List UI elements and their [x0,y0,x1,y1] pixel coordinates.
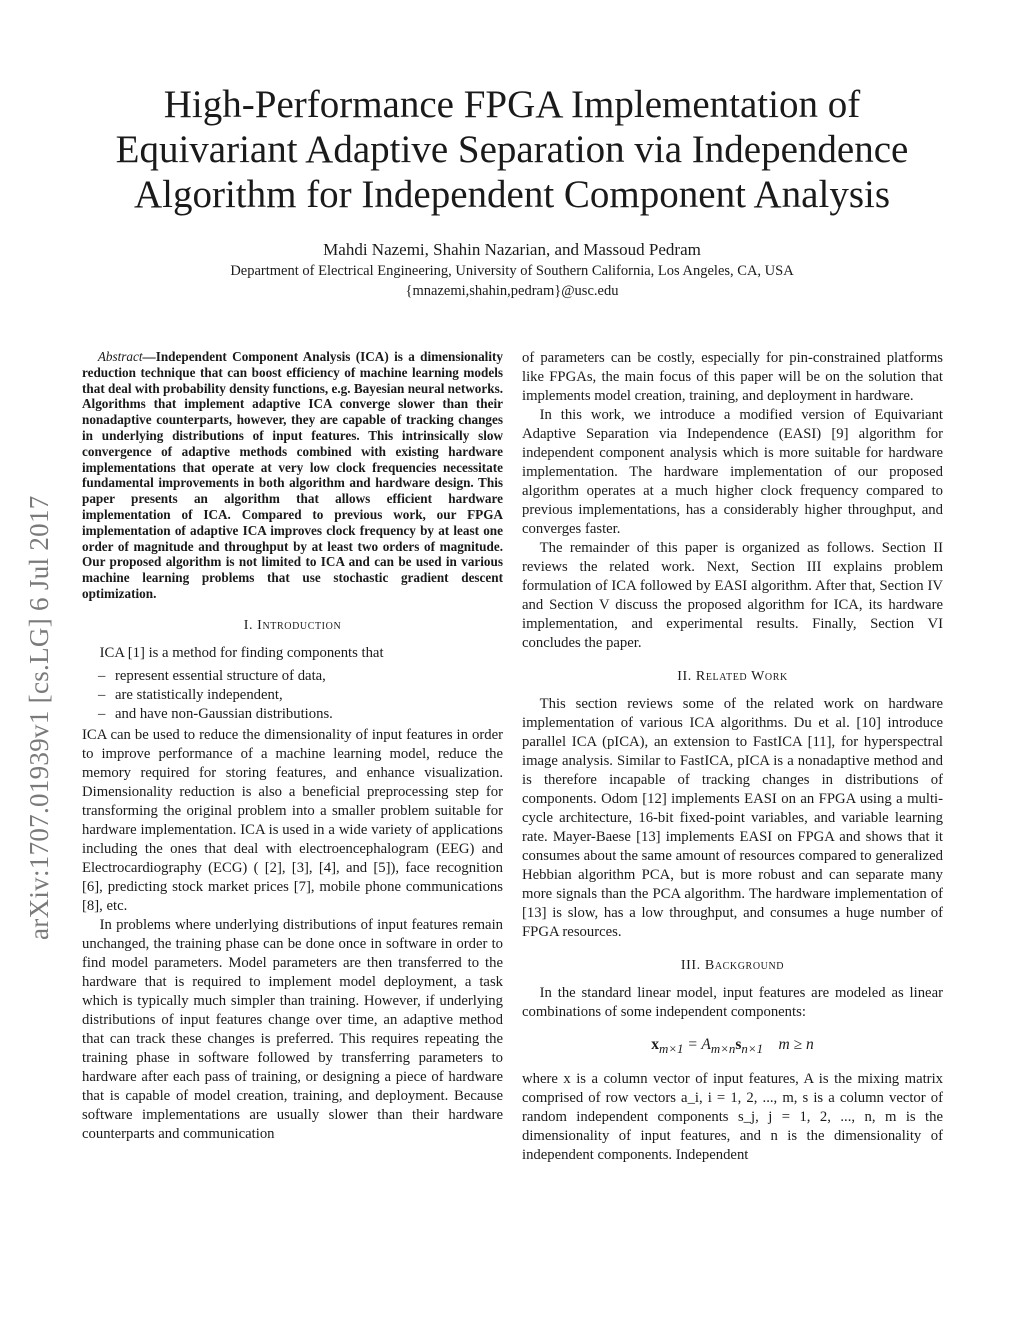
title-line-2: Equivariant Adaptive Separation via Independence [115,128,909,171]
equation-A-subscript: m×n [710,1041,736,1057]
author-list: Mahdi Nazemi, Shahin Nazarian, and Massoud Pedram [323,240,701,259]
intro-paragraph-this-work: In this work, we introduce a modified version of Equivariant Adaptive Separation via Independence (EASI) [9] algorithm for independent component analysis which is more suitable for hardware implementation. The hardware implementation of our proposed algorithm operates at a much higher clock frequency compared to previous implementations, has a considerably higher throughput, and converges faster. [522,407,943,537]
equation-x: x [651,1036,659,1053]
author-email: {mnazemi,shahin,pedram}@usc.edu [405,283,619,299]
related-work-paragraph: This section reviews some of the related work on hardware implementation of various ICA algorithms. Du et al. [10] introduce parallel ICA (pICA), an extension to FastICA [11], for hyperspectral image analysis. Similar to FastICA, pICA is a nonadaptive method and is therefore incapable of tracking changes in distributions of components. Odom [12] implements EASI on an FPGA using a multi-cycle architecture, 16-bit fixed-point variables, and variable learning rate. Mayer-Baese [13] implements EASI on FPGA and shows that it consumes about the same amount of resources compared to generalized Hebbian algorithm PCA, but is more robust and can separate many more signals than the PCA algorithm. The hardware implementation of [13] is slow, has a low throughput, and consumes a huge number of FPGA resources. [522,696,943,940]
background-paragraph-2: where x is a column vector of input features, A is the mixing matrix comprised of row vectors a_i, i = 1, 2, ..., m, s is a column vector of random independent components s_j, j = 1, 2, ..., n, m is the dimensionality of input features, and n is the dimensionality of independent components. Independent [522,1071,943,1164]
list-item: – represent essential structure of data, [98,667,503,686]
intro-paragraph-2: In problems where underlying distributions of input features remain unchanged, the training phase can be done once in software in order to find model parameters. Model parameters are then transferred to the hardware that is required to implement model deployment, a task which is typically much simpler than training. However, if underlying distributions of input features change over time, an adaptive method that can track these changes is preferred. This requires repeating the training phase in software followed by transferring parameters to hardware after each pass of training, or designing a piece of hardware that is capable of model creation, training, and deployment. Because software implementations are usually slower than their hardware counterparts and communication [82,916,503,1142]
intro-lead-paragraph: ICA [1] is a method for finding components that [99,644,384,661]
equation-condition: m ≥ n [778,1036,814,1053]
title-line-1: High-Performance FPGA Implementation of [163,83,861,126]
section-heading-related-work: II. Related Work [677,669,788,684]
equation-s-subscript: n×1 [741,1041,764,1057]
intro-paragraph-1: ICA can be used to reduce the dimensionality of input features in order to improve performance of a machine learning model, reduce the memory required for storing features, and enhance visualization. Dimensionality reduction is also a beneficial preprocessing step for transforming the original problem into a smaller problem suitable for hardware implementation. ICA is used in a wide variety of applications including the ones that deal with electroencephalogram (EEG) and Electrocardiography (ECG) ( [2], [3], [4], and [5]), face recognition [6], predicting stock market prices [7], mobile phone communications [8], etc. [82,726,503,914]
equation-s: s [735,1036,742,1053]
list-item: – are statistically independent, [98,686,503,705]
equation-x-subscript: m×1 [659,1041,684,1057]
arxiv-identifier-stamp: arXiv:1707.01939v1 [cs.LG] 6 Jul 2017 [24,495,54,940]
background-paragraph-1: In the standard linear model, input features are modeled as linear combinations of some independent components: [522,985,943,1020]
left-column [82,349,503,1144]
title-line-3: Algorithm for Independent Component Analysis [133,173,891,216]
abstract-text: —Independent Component Analysis (ICA) is a dimensionality reduction technique that can boost efficiency of machine learning models that deal with probability density functions, e.g. Bayesian neural networks. Algorithms that implement adaptive ICA converge slower than their nonadaptive counterparts, however, they are capable of tracking changes in underlying distributions of input features. This intrinsically slow convergence of adaptive methods combined with existing hardware implementations that operate at very low clock frequencies necessitate fundamental improvements in both algorithm and hardware design. This paper presents an algorithm that allows efficient hardware implementation of ICA. Compared to previous work, our FPGA implementation of adaptive ICA improves clock frequency by at least one order of magnitude and throughput by at least two orders of magnitude. Our proposed algorithm is not limited to ICA and can be used in various machine learning problems that use stochastic gradient descent optimization. [82,349,503,601]
paper-title [70,82,954,217]
section-heading-background: III. Background [680,958,785,973]
intro-paragraph-organization: The remainder of this paper is organized as follows. Section II reviews the related work. Next, Section III explains problem formulation of ICA followed by EASI algorithm. After that, Section IV and Section V discuss the proposed algorithm for ICA, its hardware implementation, and experimental results. Finally, Section VI concludes the paper. [522,540,943,651]
right-column [522,349,943,1165]
abstract-label: Abstract [97,349,143,364]
affiliation: Department of Electrical Engineering, University of Southern California, Los Angeles, CA, USA [230,263,794,279]
section-heading-introduction: I. Introduction [243,617,342,633]
equation-A: A [701,1036,711,1053]
ica-properties-list [82,667,503,724]
linear-model-equation [522,1035,943,1058]
list-item: – and have non-Gaussian distributions. [98,705,503,724]
abstract [82,349,503,602]
equation-equals: = [683,1036,702,1053]
intro-paragraph-continued: of parameters can be costly, especially for pin-constrained platforms like FPGAs, the main focus of this paper will be on the solution that implements model creation, training, and deployment in hardware. [522,350,943,404]
